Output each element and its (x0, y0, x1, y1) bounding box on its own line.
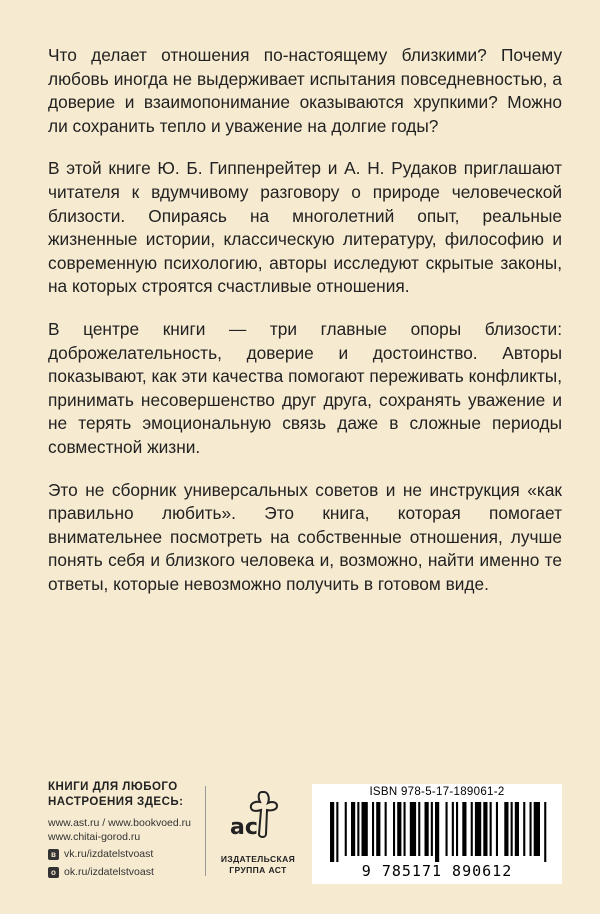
barcode-bar (397, 802, 401, 856)
barcode-bar (404, 802, 406, 856)
publisher-logo (218, 788, 298, 888)
barcode-bar (362, 802, 368, 856)
barcode-bar (357, 802, 359, 856)
barcode-bar (452, 802, 454, 856)
vk-icon: в (48, 849, 59, 860)
svg-text:ac: ac (230, 815, 258, 840)
paragraph-4: Это не сборник универсальных советов и не инструкция «как правильно любить». Это книга, которая помогает внимательнее посмотреть на собственные отношения, лучше понять себя и близкого человека и, возможно, найти именно те ответы, которые невозможно получить в готовом виде. (48, 479, 562, 594)
barcode-bar (418, 802, 420, 856)
barcode-bar (471, 802, 473, 856)
barcode-bar (475, 802, 481, 856)
barcode-digits: 9 785171 890612 (361, 862, 513, 880)
barcode-bar (372, 802, 374, 856)
barcode-bar (446, 802, 448, 856)
barcode-bar (393, 802, 395, 856)
description-text (48, 44, 562, 615)
paragraph-1: Что делает отношения по-настоящему близкими? Почему любовь иногда не выдерживает испытания повседневностью, а доверие и взаимопонимание оказываются хрупкими? Можно ли сохранить тепло и уважение на долгие годы? (48, 45, 562, 136)
links-heading: КНИГИ ДЛЯ ЛЮБОГО НАСТРОЕНИЯ ЗДЕСЬ: (48, 781, 184, 808)
barcode-bar (515, 802, 519, 856)
site-link-2[interactable]: www.chitai-gorod.ru (48, 831, 141, 843)
barcode-bar (544, 802, 546, 862)
barcode-bar (530, 802, 532, 856)
ast-logo-icon (228, 788, 288, 850)
barcode-bar (376, 802, 380, 856)
barcode-bar (385, 802, 387, 856)
barcode-bar (504, 802, 508, 856)
isbn-number: ISBN 978-5-17-189061-2 (369, 786, 505, 798)
barcode (312, 784, 562, 884)
barcode-bar (345, 802, 347, 856)
barcode-bar (490, 802, 492, 856)
barcode-bar (462, 802, 466, 856)
barcode-bar (534, 802, 540, 856)
barcode-bar (336, 802, 338, 862)
barcode-bars (322, 802, 552, 862)
barcode-bar (425, 802, 429, 856)
footer-divider (205, 786, 206, 876)
barcode-bar (496, 802, 498, 856)
barcode-bar (456, 802, 458, 856)
publisher-caption: ИЗДАТЕЛЬСКАЯ ГРУППА АСТ (220, 854, 296, 875)
ok-icon: о (48, 867, 59, 878)
vk-link[interactable]: в vk.ru/izdatelstvoast (48, 847, 198, 862)
barcode-bar (431, 802, 433, 856)
barcode-bar (523, 802, 525, 856)
barcode-bar (511, 802, 513, 856)
barcode-bar (435, 802, 439, 862)
store-links (48, 780, 198, 880)
back-cover-footer (0, 780, 600, 914)
paragraph-2: В этой книге Ю. Б. Гиппенрейтер и А. Н. Рудаков приглашают читателя к вдумчивому разговору о природе человеческой близости. Опираясь на многолетний опыт, реальные жизненные истории, классическую литературу, философию и современную психологию, авторы исследуют скрытые законы, на которых строятся счастливые отношения. (48, 158, 562, 297)
barcode-bar (483, 802, 487, 856)
paragraph-3: В центре книги — три главные опоры близости: доброжелательность, доверие и достоинство. Авторы показывают, как эти качества помогают переживать конфликты, принимать несовершенство друг друга, сохранять уважение и не терять эмоциональную связь даже в сложные периоды совместной жизни. (48, 318, 562, 457)
ok-link[interactable]: о ok.ru/izdatelstvoast (48, 865, 198, 880)
site-link-1[interactable]: www.ast.ru / www.bookvoed.ru (48, 817, 191, 829)
barcode-bar (351, 802, 355, 856)
barcode-bar (330, 802, 334, 862)
barcode-bar (410, 802, 416, 856)
